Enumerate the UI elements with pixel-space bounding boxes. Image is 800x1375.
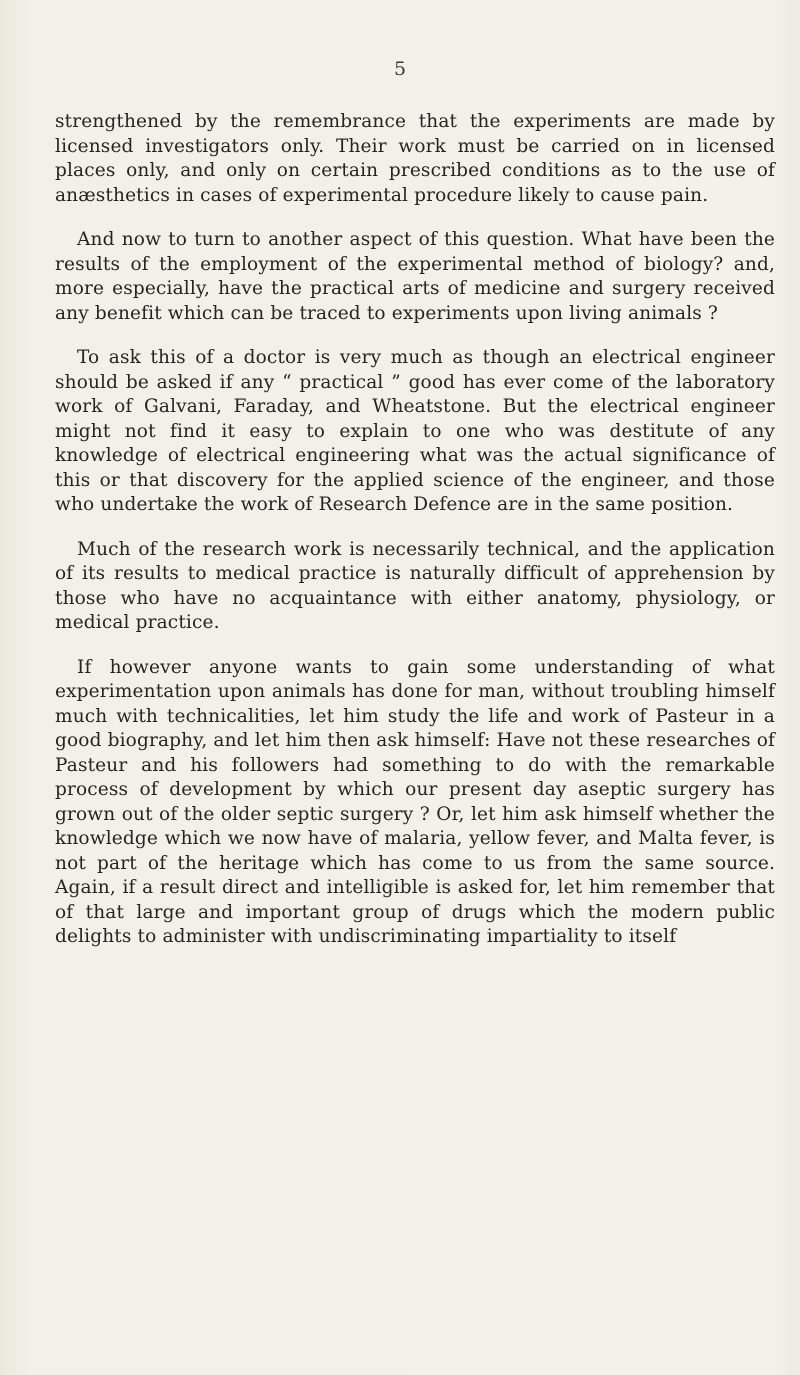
paragraph-5: If however anyone wants to gain some understanding of what experimentation upon animals has done for man, without troubling himself much with technicalities, let him study the life and work of Pasteur in a good biography, and let him then ask himself: Have not these researches of Pasteur and his followers had something to do with the remarkable process of development by which our present day aseptic surgery has grown out of the older septic surgery ? Or, let him ask himself whether the knowledge which we now have of malaria, yellow fever, and Malta fever, is not part of the heritage which has come to us from the same source. Again, if a result direct and intelligible is asked for, let him remember that of that large and important group of drugs which the modern public delights to administer with undiscriminating impartiality to itself	[55, 656, 775, 947]
page-number: 5	[393, 58, 407, 80]
paragraph-2: And now to turn to another aspect of this question. What have been the results of the employment of the experimental method of biology? and, more especially, have the practical arts of medicine and surgery received any benefit which can be traced to experiments upon living animals ?	[55, 229, 775, 324]
paragraph-4: Much of the research work is necessarily technical, and the application of its results to medical practice is naturally difficult of apprehension by those who have no acquaintance with either anatomy, physiology, or medical practice.	[55, 538, 775, 633]
paragraph-3: To ask this of a doctor is very much as though an electrical engineer should be asked if any “ practical ” good has ever come of the laboratory work of Galvani, Faraday, and Wheatstone. But the electrical engineer might not find it easy to explain to one who was destitute of any knowledge of electrical engineering what was the actual significance of this or that discovery for the applied science of the engineer, and those who undertake the work of Research Defence are in the same position.	[55, 347, 775, 515]
body-text	[55, 110, 775, 970]
paragraph-1: strengthened by the remembrance that the experiments are made by licensed investigators only. Their work must be carried on in licensed places only, and only on certain prescribed conditions as to the use of anæsthetics in cases of experimental procedure likely to cause pain.	[55, 111, 775, 206]
